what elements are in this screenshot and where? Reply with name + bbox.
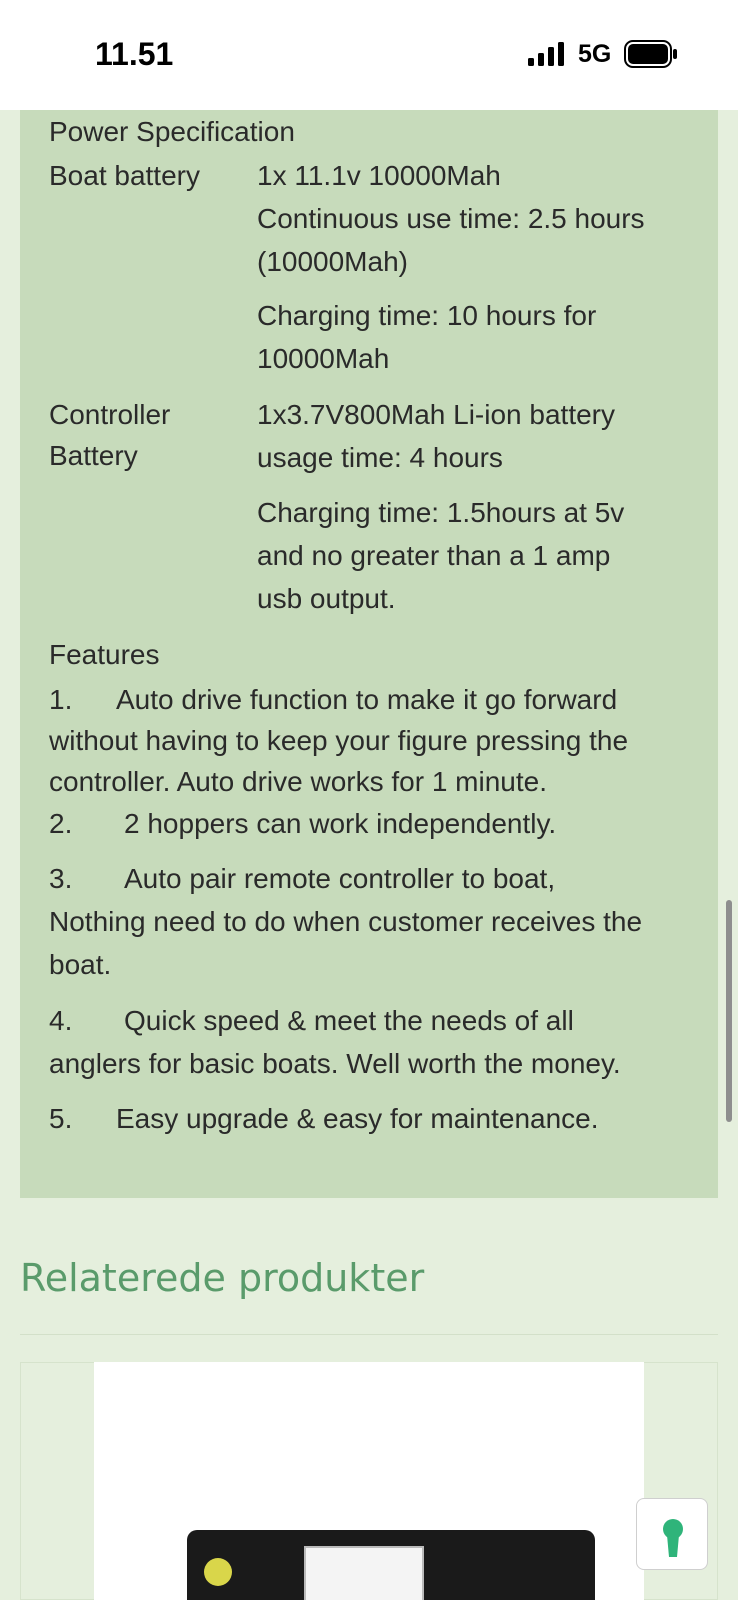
product-label-sticker (304, 1546, 424, 1600)
feature-number: 3. (49, 863, 73, 894)
feature-text: without having to keep your figure pressing the (49, 725, 629, 756)
boat-battery-spec-line: 1x 11.1v 10000Mah (257, 160, 501, 191)
feature-text: Auto pair remote controller to boat, (124, 863, 556, 894)
feature-text: Easy upgrade & easy for maintenance. (116, 1103, 599, 1134)
status-bar (0, 0, 738, 110)
battery-icon (624, 40, 678, 68)
network-label: 5G (578, 40, 612, 68)
controller-spec-line: usage time: 4 hours (257, 442, 503, 473)
feature-text: Quick speed & meet the needs of all (124, 1005, 574, 1036)
power-spec-heading: Power Specification (49, 116, 295, 147)
section-divider (20, 1334, 718, 1335)
keyhole-icon (637, 1499, 709, 1571)
boat-battery-spec-line: Continuous use time: 2.5 hours (257, 203, 645, 234)
feature-text: Auto drive function to make it go forward (116, 684, 618, 715)
certification-badge (204, 1558, 232, 1586)
feature-text: controller. Auto drive works for 1 minute. (49, 766, 547, 797)
feature-text: boat. (49, 949, 112, 980)
controller-spec-line: 1x3.7V800Mah Li-ion battery (257, 399, 615, 430)
feature-number: 2. (49, 808, 73, 839)
feature-text: anglers for basic boats. Well worth the money. (49, 1048, 621, 1079)
boat-battery-spec-line: Charging time: 10 hours for (257, 300, 597, 331)
signal-icon (528, 42, 566, 66)
feature-text: 2 hoppers can work independently. (124, 808, 557, 839)
feature-number: 5. (49, 1103, 73, 1134)
boat-battery-label: Boat battery (49, 160, 200, 191)
boat-battery-spec-line: 10000Mah (257, 343, 390, 374)
controller-battery-label: Controller (49, 399, 171, 430)
controller-spec-line: Charging time: 1.5hours at 5v (257, 497, 625, 528)
feature-text: Nothing need to do when customer receives the (49, 906, 643, 937)
features-heading: Features (49, 639, 160, 670)
controller-battery-label: Battery (49, 440, 138, 471)
feature-number: 4. (49, 1005, 73, 1036)
boat-battery-spec-line: (10000Mah) (257, 246, 408, 277)
scrollbar-thumb[interactable] (726, 900, 732, 1122)
status-time: 11.51 (95, 36, 174, 72)
controller-spec-line: and no greater than a 1 amp (257, 540, 611, 571)
feature-number: 1. (49, 684, 73, 715)
controller-spec-line: usb output. (257, 583, 396, 614)
accessibility-help-button[interactable] (636, 1498, 708, 1570)
related-products-heading: Relaterede produkter (20, 1256, 425, 1300)
